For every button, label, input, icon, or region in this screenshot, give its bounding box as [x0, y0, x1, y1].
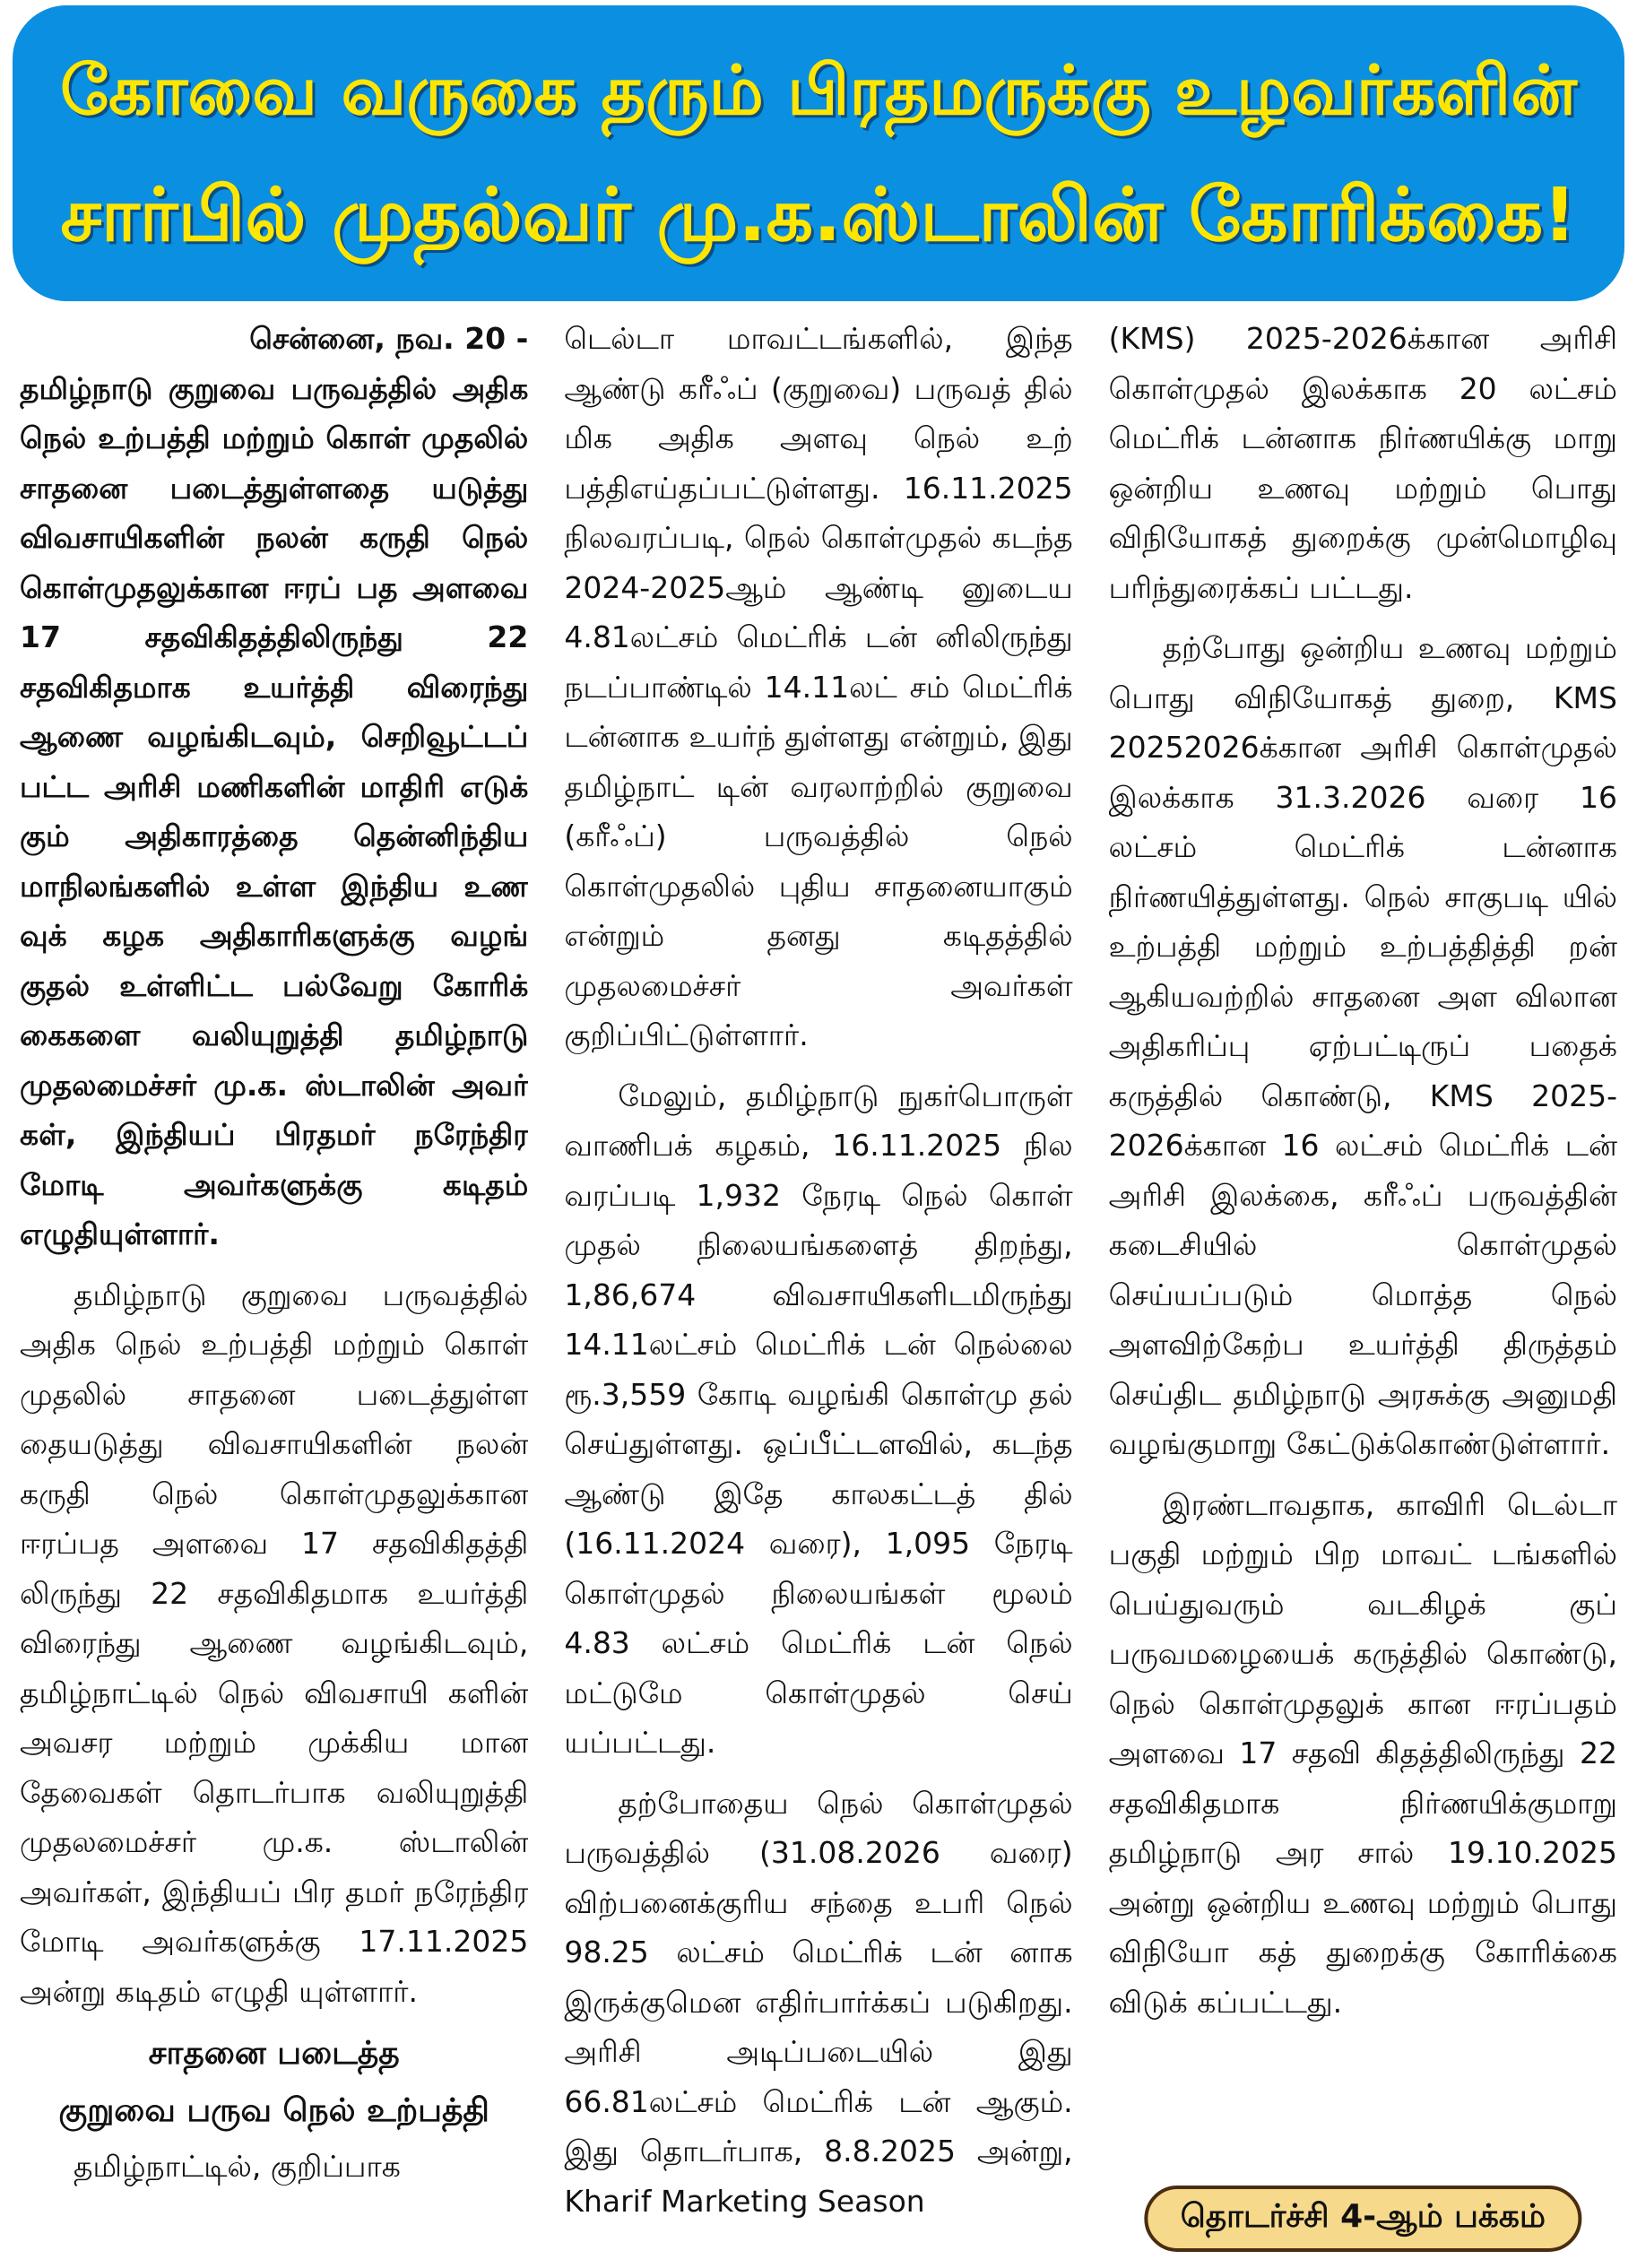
- paragraph: தற்போதைய நெல் கொள்முதல் பருவத்தில் (31.08.2026 வரை) விற்பனைக்குரிய சந்தை உபரி நெல் 98.25 லட்சம் மெட்ரிக் டன் னாக இருக்குமென எதிர்பார்க்கப் படுகிறது. அரிசி அடிப்படையில் இது 66.81லட்சம் மெட்ரிக் டன் ஆகும். இது தொடர்பாக, 8.8.2025 அன்று, Kharif Marketing Season: [564, 1785, 1073, 2219]
- paragraph: மேலும், தமிழ்நாடு நுகர்பொருள் வாணிபக் கழகம், 16.11.2025 நில வரப்படி 1,932 நேரடி நெல் கொள் முதல் நிலையங்களைத் திறந்து, 1,86,674 விவசாயிகளிடமிருந்து 14.11லட்சம் மெட்ரிக் டன் நெல்லை ரூ.3,559 கோடி வழங்கி கொள்மு தல் செய்துள்ளது. ஒப்பீட்டளவில், கடந்த ஆண்டு இதே காலகட்டத் தில் (16.11.2024 வரை), 1,095 நேரடி கொள்முதல் நிலையங்கள் மூலம் 4.83 லட்சம் மெட்ரிக் டன் நெல் மட்டுமே கொள்முதல் செய் யப்பட்டது.: [564, 1078, 1073, 1760]
- paragraph: (KMS) 2025-2026க்கான அரிசி கொள்முதல் இலக்காக 20 லட்சம் மெட்ரிக் டன்னாக நிர்ணயிக்கு மாறு ஒன்றிய உணவு மற்றும் பொது விநியோகத் துறைக்கு முன்மொழிவு பரிந்துரைக்கப் பட்டது.: [1108, 321, 1617, 605]
- continuation-badge[interactable]: தொடர்ச்சி 4-ஆம் பக்கம்: [1145, 2186, 1581, 2252]
- paragraph: இரண்டாவதாக, காவிரி டெல்டா பகுதி மற்றும் பிற மாவட் டங்களில் பெய்துவரும் வடகிழக் குப் பருவமழையைக் கருத்தில் கொண்டு, நெல் கொள்முதலுக் கான ஈரப்பதம் அளவை 17 சதவி கிதத்திலிருந்து 22 சதவிகிதமாக நிர்ணயிக்குமாறு தமிழ்நாடு அர சால் 19.10.2025 அன்று ஒன்றிய உணவு மற்றும் பொது விநியோ கத் துறைக்கு கோரிக்கை விடுக் கப்பட்டது.: [1108, 1486, 1617, 2020]
- headline-line-2: சார்பில் முதல்வர் மு.க.ஸ்டாலின் கோரிக்கை!: [60, 173, 1577, 258]
- article-columns: [20, 314, 1617, 2261]
- lead-paragraph: தமிழ்நாடு குறுவை பருவத்தில் அதிக நெல் உற்பத்தி மற்றும் கொள் முதலில் சாதனை படைத்துள்ளதை யடுத்து விவசாயிகளின் நலன் கருதி நெல் கொள்முதலுக்கான ஈரப் பத அளவை 17 சதவிகிதத்திலிருந்து 22 சதவிகிதமாக உயர்த்தி விரைந்து ஆணை வழங்கிடவும், செறிவூட்டப் பட்ட அரிசி மணிகளின் மாதிரி எடுக் கும் அதிகாரத்தை தென்னிந்திய மாநிலங்களில் உள்ள இந்திய உண வுக் கழக அதிகாரிகளுக்கு வழங் குதல் உள்ளிட்ட பல்வேறு கோரிக் கைகளை வலியுறுத்தி தமிழ்நாடு முதலமைச்சர் மு.க. ஸ்டாலின் அவர் கள், இந்தியப் பிரதமர் நரேந்திர மோடி அவர்களுக்கு கடிதம் எழுதியுள்ளார்.: [20, 370, 529, 1251]
- paragraph: டெல்டா மாவட்டங்களில், இந்த ஆண்டு கரீஃப் (குறுவை) பருவத் தில் மிக அதிக அளவு நெல் உற் பத்திஎய்தப்பட்டுள்ளது. 16.11.2025 நிலவரப்படி, நெல் கொள்முதல் கடந்த 2024-2025ஆம் ஆண்டி னுடைய 4.81லட்சம் மெட்ரிக் டன் னிலிருந்து நடப்பாண்டில் 14.11லட் சம் மெட்ரிக் டன்னாக உயர்ந் துள்ளது என்றும், இது தமிழ்நாட் டின் வரலாற்றில் குறுவை (கரீஃப்) பருவத்தில் நெல் கொள்முதலில் புதிய சாதனையாகும் என்றும் தனது கடிதத்தில் முதலமைச்சர் அவர்கள் குறிப்பிட்டுள்ளார்.: [564, 321, 1073, 1052]
- column-3: [1109, 314, 1617, 2261]
- headline-banner: [13, 5, 1624, 301]
- paragraph: தமிழ்நாட்டில், குறிப்பாக: [74, 2149, 401, 2184]
- subheading: சாதனை படைத்த: [148, 2035, 400, 2072]
- paragraph: தற்போது ஒன்றிய உணவு மற்றும் பொது விநியோகத் துறை, KMS 20252026க்கான அரிசி கொள்முதல் இலக்காக 31.3.2026 வரை 16 லட்சம் மெட்ரிக் டன்னாக நிர்ணயித்துள்ளது. நெல் சாகுபடி யில் உற்பத்தி மற்றும் உற்பத்தித்தி றன் ஆகியவற்றில் சாதனை அள விலான அதிகரிப்பு ஏற்பட்டிருப் பதைக் கருத்தில் கொண்டு, KMS 2025-2026க்கான 16 லட்சம் மெட்ரிக் டன் அரிசி இலக்கை, கரீஃப் பருவத்தின் கடைசியில் கொள்முதல் செய்யப்படும் மொத்த நெல் அளவிற்கேற்ப உயர்த்தி திருத்தம் செய்திட தமிழ்நாடு அரசுக்கு அனுமதி வழங்குமாறு கேட்டுக்கொண்டுள்ளார்.: [1108, 630, 1617, 1461]
- column-2: [564, 314, 1072, 2261]
- subheading: குறுவை பருவ நெல் உற்பத்தி: [58, 2092, 489, 2129]
- paragraph: தமிழ்நாடு குறுவை பருவத்தில் அதிக நெல் உற்பத்தி மற்றும் கொள் முதலில் சாதனை படைத்துள்ள தையடுத்து விவசாயிகளின் நலன் கருதி நெல் கொள்முதலுக்கான ஈரப்பத அளவை 17 சதவிகிதத்தி லிருந்து 22 சதவிகிதமாக உயர்த்தி விரைந்து ஆணை வழங்கிடவும், தமிழ்நாட்டில் நெல் விவசாயி களின் அவசர மற்றும் முக்கிய மான தேவைகள் தொடர்பாக வலியுறுத்தி முதலமைச்சர் மு.க. ஸ்டாலின் அவர்கள், இந்தியப் பிர தமர் நரேந்திர மோடி அவர்களுக்கு 17.11.2025 அன்று கடிதம் எழுதி யுள்ளார்.: [20, 1277, 529, 2009]
- column-1: [20, 314, 528, 2261]
- headline-line-1: கோவை வருகை தரும் பிரதமருக்கு உழவர்களின்: [60, 50, 1577, 130]
- dateline: சென்னை, நவ. 20 -: [249, 321, 529, 356]
